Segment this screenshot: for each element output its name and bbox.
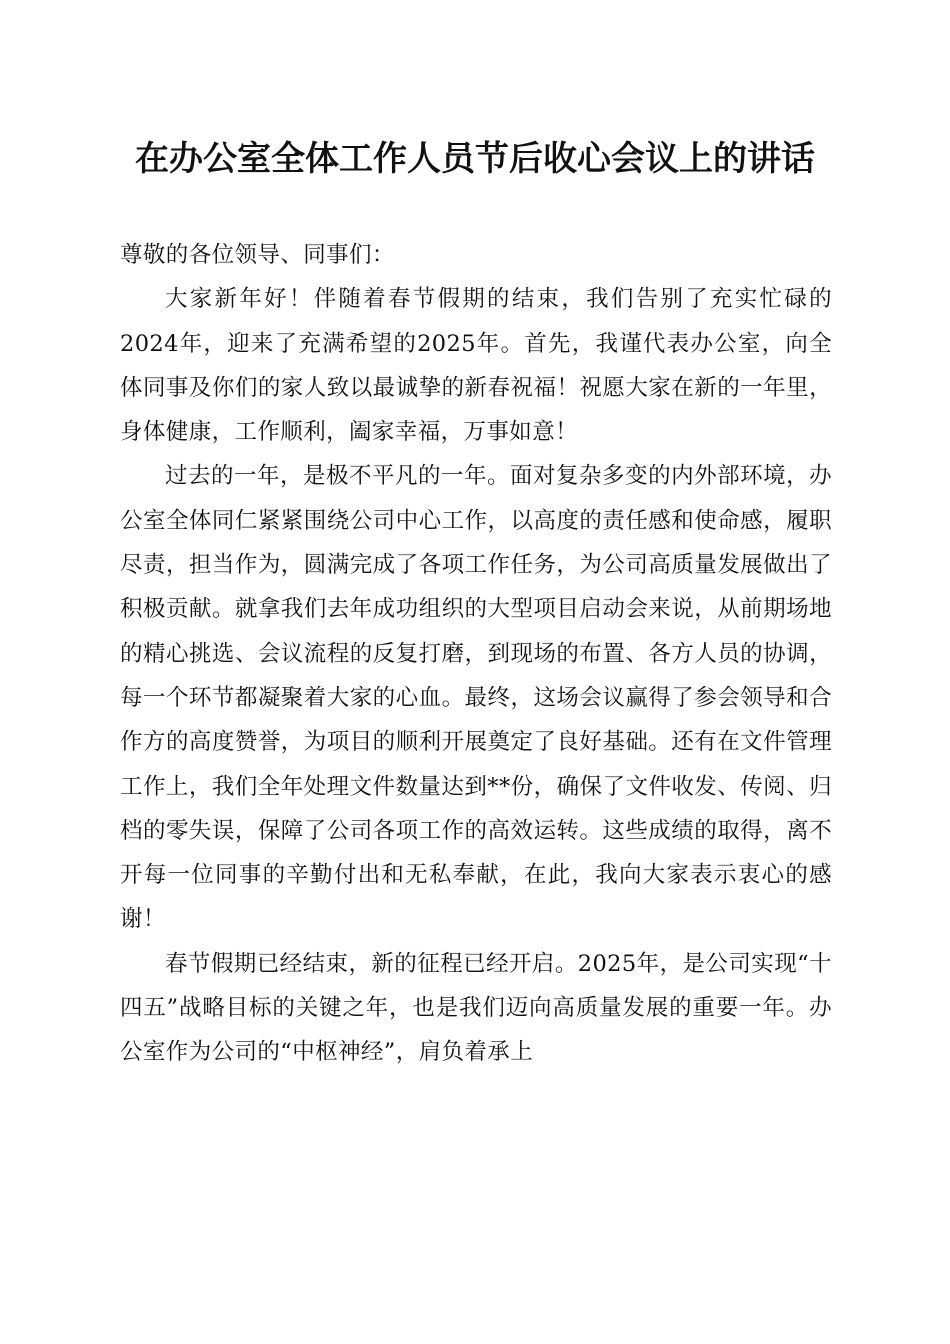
document-title: 在办公室全体工作人员节后收心会议上的讲话 xyxy=(135,139,815,179)
paragraph-new-journey: 春节假期已经结束，新的征程已经开启。2025年，是公司实现“十四五”战略目标的关键之年，也是我们迈向高质量发展的重要一年。办公室作为公司的“中枢神经”，肩负着承上 xyxy=(120,950,832,1066)
paragraph-past-year-review: 过去的一年，是极不平凡的一年。面对复杂多变的内外部环境，办公室全体同仁紧紧围绕公司中心工作，以高度的责任感和使命感，履职尽责，担当作为，圆满完成了各项工作任务，为公司高质量发展做出了积极贡献。就拿我们去年成功组织的大型项目启动会来说，从前期场地的精心挑选、会议流程的反复打磨，到现场的布置、各方人员的协调，每一个环节都凝聚着大家的心血。最终，这场会议赢得了参会领导和合作方的高度赞誉，为项目的顺利开展奠定了良好基础。还有在文件管理工作上，我们全年处理文件数量达到**份，确保了文件收发、传阅、归档的零失误，保障了公司各项工作的高效运转。这些成绩的取得，离不开每一位同事的辛勤付出和无私奉献，在此，我向大家表示衷心的感谢！ xyxy=(120,463,832,933)
salutation: 尊敬的各位领导、同事们： xyxy=(120,242,395,268)
paragraph-new-year-greeting: 大家新年好！伴随着春节假期的结束，我们告别了充实忙碌的2024年，迎来了充满希望的2025年。首先，我谨代表办公室，向全体同事及你们的家人致以最诚挚的新春祝福！祝愿大家在新的一年里，身体健康，工作顺利，阖家幸福，万事如意！ xyxy=(120,286,832,446)
document-body xyxy=(120,233,832,1075)
